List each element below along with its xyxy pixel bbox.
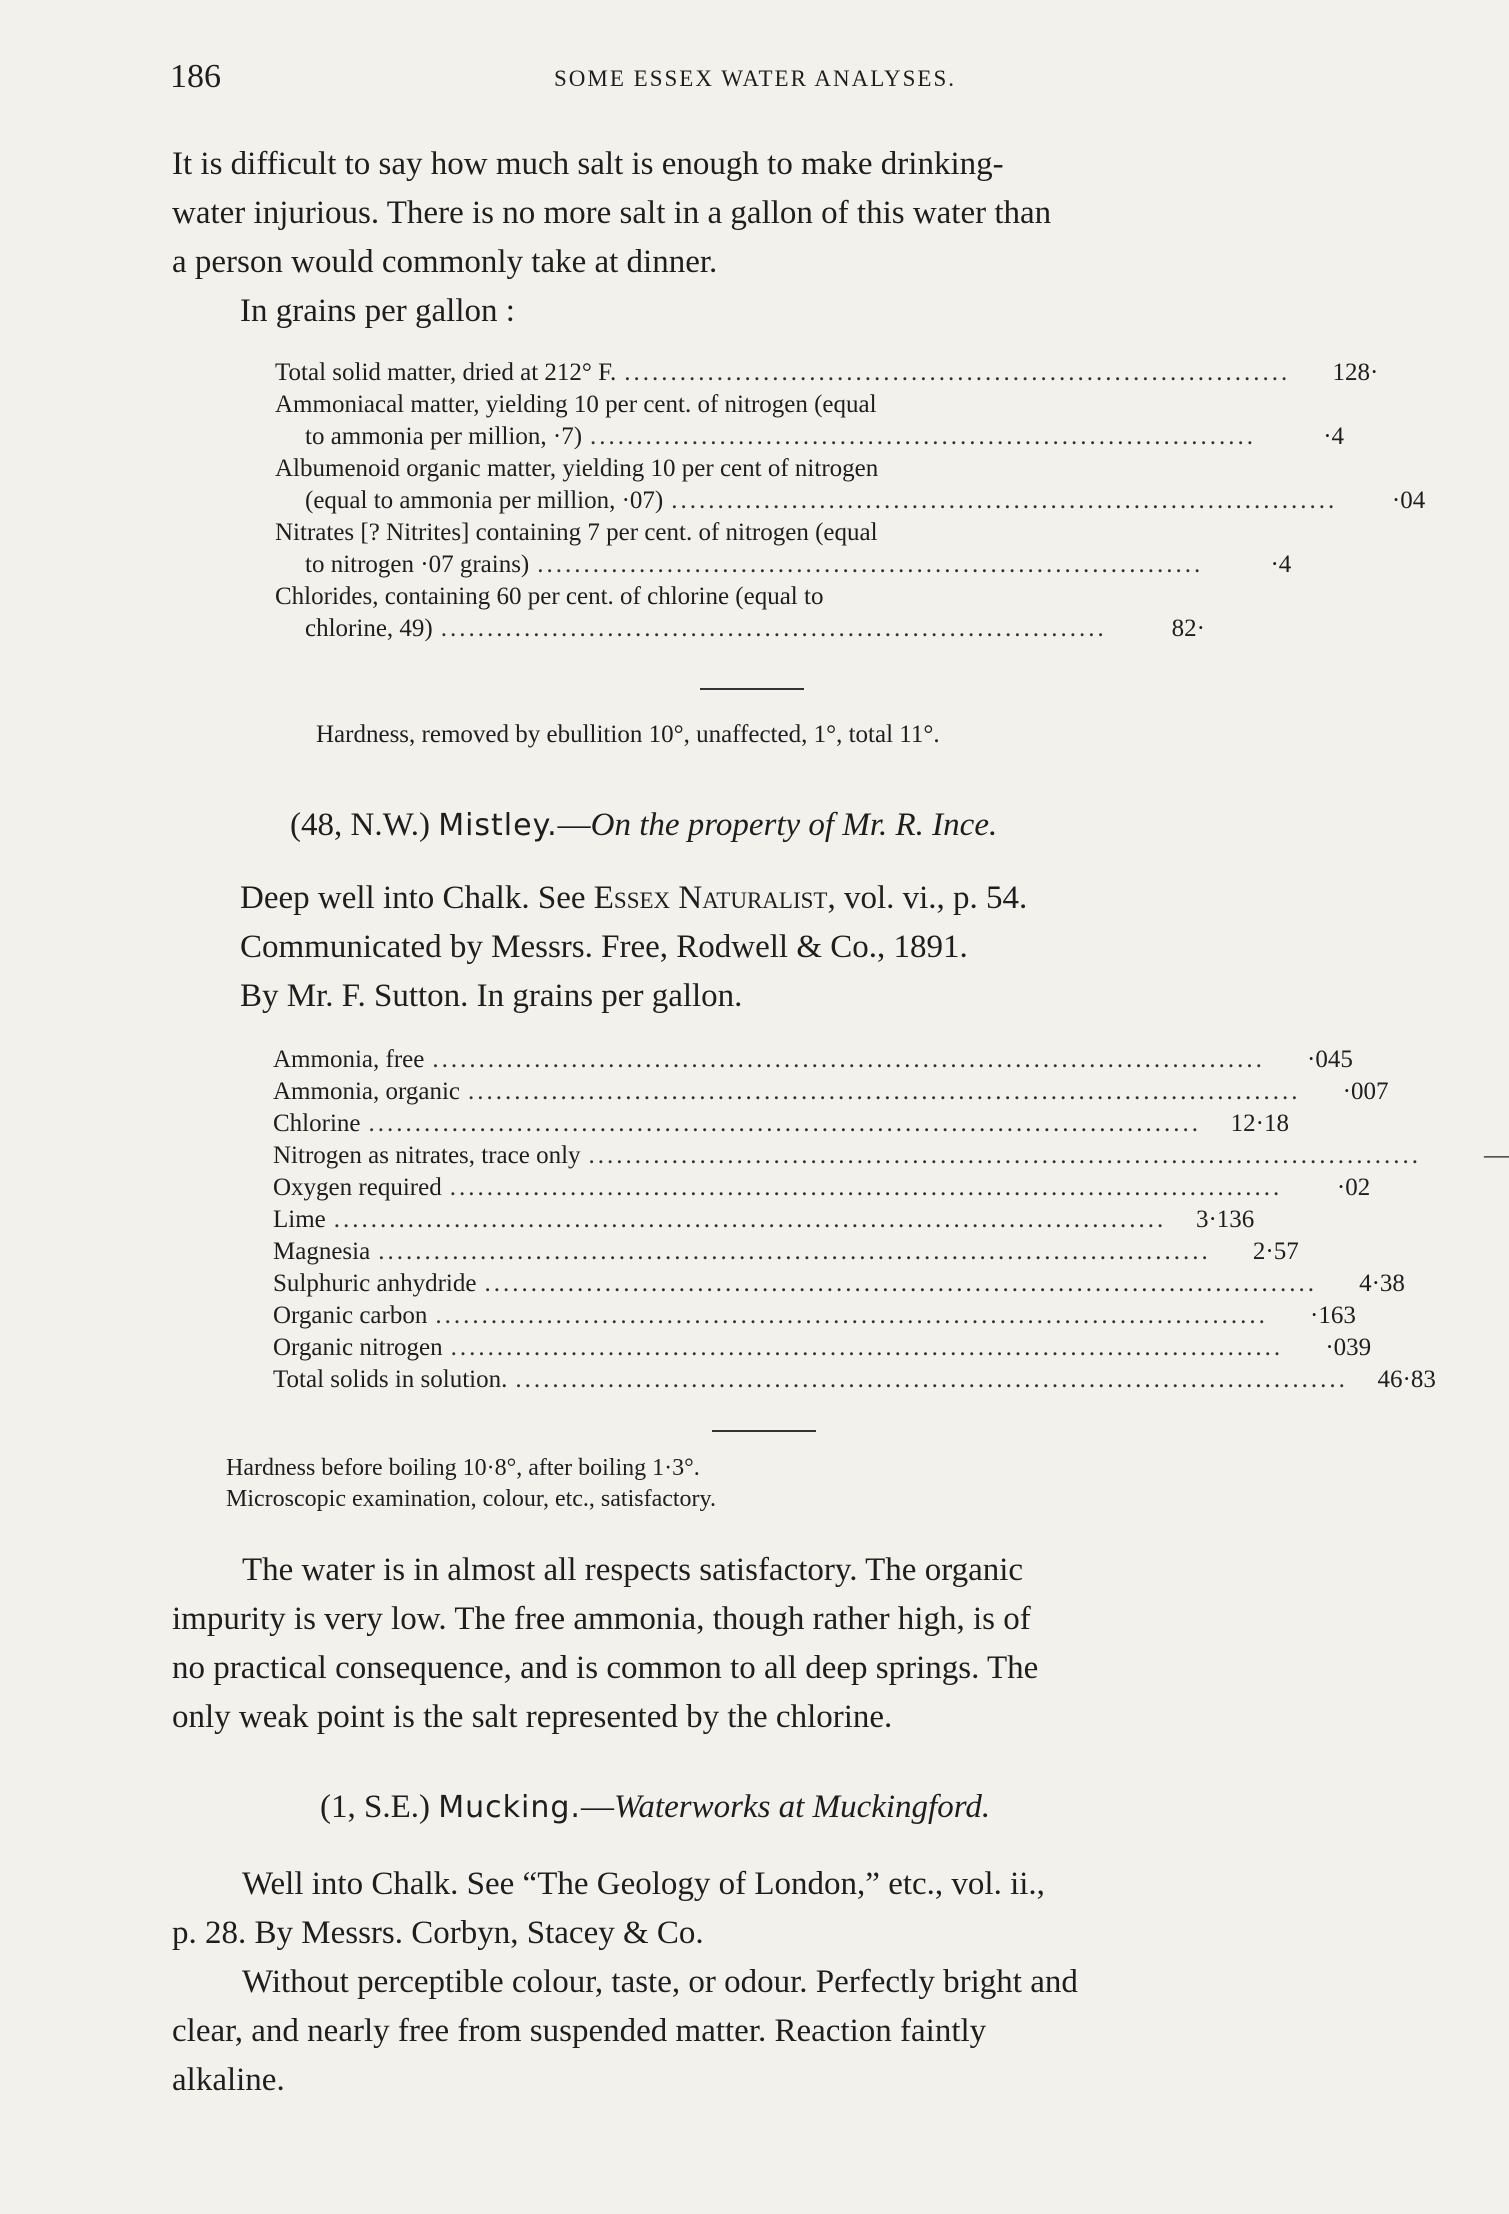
- mucking-line: alkaline.: [172, 2062, 285, 2098]
- intro-line: water injurious. There is no more salt in a gallon of this water than: [172, 195, 1052, 231]
- mistley-analyst-line: By Mr. F. Sutton. In grains per gallon.: [240, 978, 743, 1014]
- table-row: Ammoniacal matter, yielding 10 per cent. of nitrogen (equal: [275, 391, 877, 418]
- table-row: Nitrogen as nitrates, trace only .......................................................................................... —: [273, 1142, 1509, 1169]
- table-row: to nitrogen ·07 grains) ........................................................................ ·4: [305, 551, 1292, 578]
- conclusion-line: impurity is very low. The free ammonia, though rather high, is of: [172, 1601, 1031, 1637]
- mucking-line: p. 28. By Messrs. Corbyn, Stacey & Co.: [172, 1915, 704, 1951]
- section-subtitle: Waterworks at Muckingford.: [613, 1789, 991, 1825]
- mucking-line: clear, and nearly free from suspended matter. Reaction faintly: [172, 2013, 987, 2049]
- table-row: Chlorine .......................................................................................... 12·18: [273, 1110, 1289, 1137]
- conclusion-line: no practical consequence, and is common to all deep springs. The: [172, 1650, 1039, 1686]
- table-row: Total solids in solution. .......................................................................................... 46·83: [273, 1366, 1436, 1393]
- place-name: Mistley.: [438, 808, 558, 843]
- analysis-table-1: [275, 357, 1426, 657]
- grid-reference: (48, N.W.): [290, 807, 430, 843]
- conclusion-line: only weak point is the salt represented by the chlorine.: [172, 1699, 893, 1735]
- hardness-note-2: Hardness before boiling 10·8°, after boiling 1·3°.: [226, 1455, 700, 1481]
- table-row: Chlorides, containing 60 per cent. of chlorine (equal to: [275, 583, 824, 610]
- table-row: Oxygen required .......................................................................................... ·02: [273, 1174, 1371, 1201]
- intro-paragraph: [172, 140, 1338, 287]
- table-row: Organic nitrogen .......................................................................................... ·039: [273, 1334, 1372, 1361]
- conclusion-paragraph: [172, 1546, 1338, 1742]
- mucking-line: Without perceptible colour, taste, or odour. Perfectly bright and: [242, 1964, 1078, 2000]
- table-row: Sulphuric anhydride .......................................................................................... 4·38: [273, 1270, 1405, 1297]
- intro-line: It is difficult to say how much salt is enough to make drinking-: [172, 146, 1004, 182]
- table-row: to ammonia per million, ·7) ........................................................................ ·4: [305, 423, 1345, 450]
- section-heading-mistley: (48, N.W.) Mistley.—On the property of Mr. R. Ince.: [290, 807, 998, 843]
- table-row: chlorine, 49) ........................................................................ 82·: [305, 615, 1205, 642]
- table-row: Lime .......................................................................................... 3·136: [273, 1206, 1255, 1233]
- mucking-paragraph: [172, 1860, 1338, 2105]
- notes-block: [226, 1453, 716, 1515]
- divider-rule: [700, 688, 804, 690]
- table-row: (equal to ammonia per million, ·07) ........................................................................ ·04: [305, 487, 1426, 514]
- microscopic-note: Microscopic examination, colour, etc., satisfactory.: [226, 1486, 716, 1512]
- section-subtitle: On the property of Mr. R. Ince.: [590, 807, 998, 843]
- intro-line: a person would commonly take at dinner.: [172, 244, 718, 280]
- hardness-note-1: Hardness, removed by ebullition 10°, unaffected, 1°, total 11°.: [316, 721, 940, 748]
- mistley-source-line: Deep well into Chalk. See Essex Naturalist, vol. vi., p. 54.: [240, 880, 1028, 916]
- table-row: Total solid matter, dried at 212° F. ........................................................................ 128·: [275, 359, 1379, 386]
- table-row: Ammonia, organic .......................................................................................... ·007: [273, 1078, 1389, 1105]
- analysis-table-2: [273, 1044, 1509, 1404]
- mistley-communicated-line: Communicated by Messrs. Free, Rodwell & Co., 1891.: [240, 929, 968, 965]
- journal-name: Essex Naturalist: [593, 880, 828, 916]
- divider-rule: [712, 1430, 816, 1432]
- section-heading-mucking: (1, S.E.) Mucking.—Waterworks at Muckingford.: [320, 1789, 991, 1825]
- table-row: Ammonia, free .......................................................................................... ·045: [273, 1046, 1353, 1073]
- table-row: Albumenoid organic matter, yielding 10 per cent of nitrogen: [275, 455, 879, 482]
- mucking-line: Well into Chalk. See “The Geology of London,” etc., vol. ii.,: [242, 1866, 1045, 1902]
- table-row: Organic carbon .......................................................................................... ·163: [273, 1302, 1356, 1329]
- grains-label: In grains per gallon :: [240, 293, 515, 329]
- page-number: 186: [170, 58, 221, 95]
- running-head: SOME ESSEX WATER ANALYSES.: [554, 66, 956, 91]
- table-row: Magnesia .......................................................................................... 2·57: [273, 1238, 1299, 1265]
- page-header: [170, 58, 1340, 102]
- conclusion-line: The water is in almost all respects satisfactory. The organic: [242, 1552, 1024, 1588]
- grid-reference: (1, S.E.): [320, 1789, 430, 1825]
- table-row: Nitrates [? Nitrites] containing 7 per cent. of nitrogen (equal: [275, 519, 878, 546]
- place-name: Mucking.: [438, 1790, 581, 1825]
